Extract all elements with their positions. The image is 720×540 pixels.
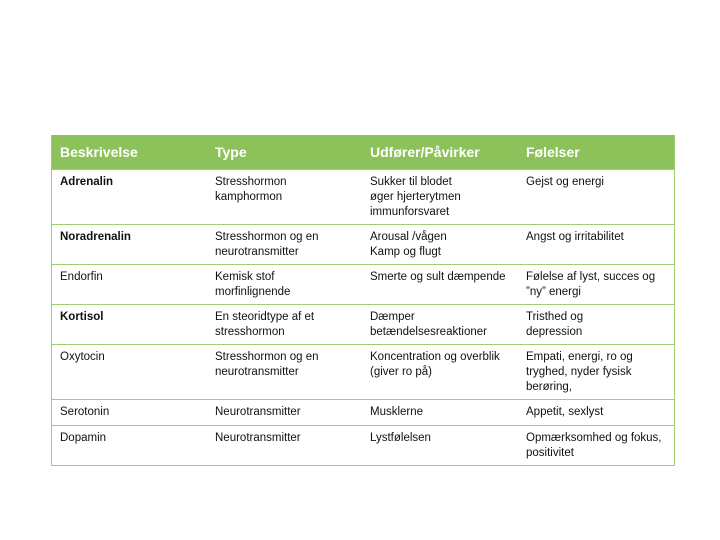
- header-folelser: Følelser: [518, 135, 674, 170]
- cell-type: Neurotransmitter: [207, 426, 362, 466]
- cell-effect: Sukker til blodet øger hjerterytmen immunforsvaret: [362, 170, 518, 225]
- cell-name: Kortisol: [52, 305, 207, 345]
- cell-effect: Lystfølelsen: [362, 426, 518, 466]
- table-row: [52, 345, 674, 400]
- cell-feelings: Empati, energi, ro og tryghed, nyder fysisk berøring,: [518, 345, 674, 400]
- table-row: [52, 426, 674, 466]
- table-row: [52, 225, 674, 265]
- cell-name: Endorfin: [52, 265, 207, 305]
- cell-effect: Arousal /vågen Kamp og flugt: [362, 225, 518, 265]
- cell-name: Oxytocin: [52, 345, 207, 400]
- table-row: [52, 170, 674, 225]
- cell-type: Stresshormon og en neurotransmitter: [207, 345, 362, 400]
- cell-type: Neurotransmitter: [207, 400, 362, 426]
- cell-name: Dopamin: [52, 426, 207, 466]
- table-header-row: [52, 135, 674, 170]
- cell-type: Stresshormon og en neurotransmitter: [207, 225, 362, 265]
- hormone-table: [52, 135, 674, 466]
- cell-name: Serotonin: [52, 400, 207, 426]
- cell-effect: Musklerne: [362, 400, 518, 426]
- table-row: [52, 265, 674, 305]
- header-beskrivelse: Beskrivelse: [52, 135, 207, 170]
- cell-name: Noradrenalin: [52, 225, 207, 265]
- hormone-table-frame: [51, 135, 675, 466]
- table-row: [52, 305, 674, 345]
- cell-type: Stresshormon kamphormon: [207, 170, 362, 225]
- cell-feelings: Følelse af lyst, succes og ”ny” energi: [518, 265, 674, 305]
- cell-effect: Koncentration og overblik (giver ro på): [362, 345, 518, 400]
- cell-type: En steoridtype af et stresshormon: [207, 305, 362, 345]
- cell-feelings: Angst og irritabilitet: [518, 225, 674, 265]
- header-udforer-pavirker: Udfører/Påvirker: [362, 135, 518, 170]
- cell-feelings: Gejst og energi: [518, 170, 674, 225]
- cell-feelings: Opmærksomhed og fokus, positivitet: [518, 426, 674, 466]
- cell-feelings: Appetit, sexlyst: [518, 400, 674, 426]
- table-row: [52, 400, 674, 426]
- header-type: Type: [207, 135, 362, 170]
- cell-feelings: Tristhed og depression: [518, 305, 674, 345]
- cell-name: Adrenalin: [52, 170, 207, 225]
- cell-effect: Dæmper betændelsesreaktioner: [362, 305, 518, 345]
- cell-effect: Smerte og sult dæmpende: [362, 265, 518, 305]
- cell-type: Kemisk stof morfinlignende: [207, 265, 362, 305]
